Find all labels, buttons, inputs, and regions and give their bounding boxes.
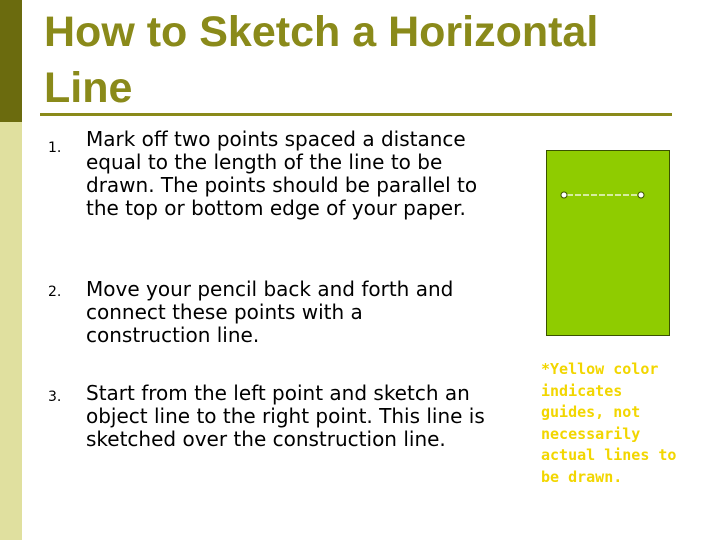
step-text: Mark off two points spaced a distance equal to the length of the line to be drawn. The points should be parallel to the top or bottom edge of your paper. [86, 127, 478, 220]
step-text: Move your pencil back and forth and connect these points with a construction line. [86, 277, 454, 347]
step-number: 1. [48, 140, 62, 156]
title-divider [40, 113, 672, 116]
step-number: 2. [48, 284, 62, 300]
left-point [561, 192, 567, 198]
guide-color-note: *Yellow color indicates guides, not necessarily actual lines to be drawn. [541, 360, 677, 486]
step-number: 3. [48, 389, 62, 405]
step-text: Start from the left point and sketch an object line to the right point. This line is sketched over the construction line. [86, 381, 485, 451]
right-point [638, 192, 644, 198]
sidebar-accent-light [0, 122, 22, 540]
paper-illustration [546, 150, 670, 336]
horizontal-line-sketch [547, 151, 669, 335]
sidebar-accent-dark [0, 0, 22, 122]
page-title: How to Sketch a Horizontal Line [44, 8, 599, 112]
